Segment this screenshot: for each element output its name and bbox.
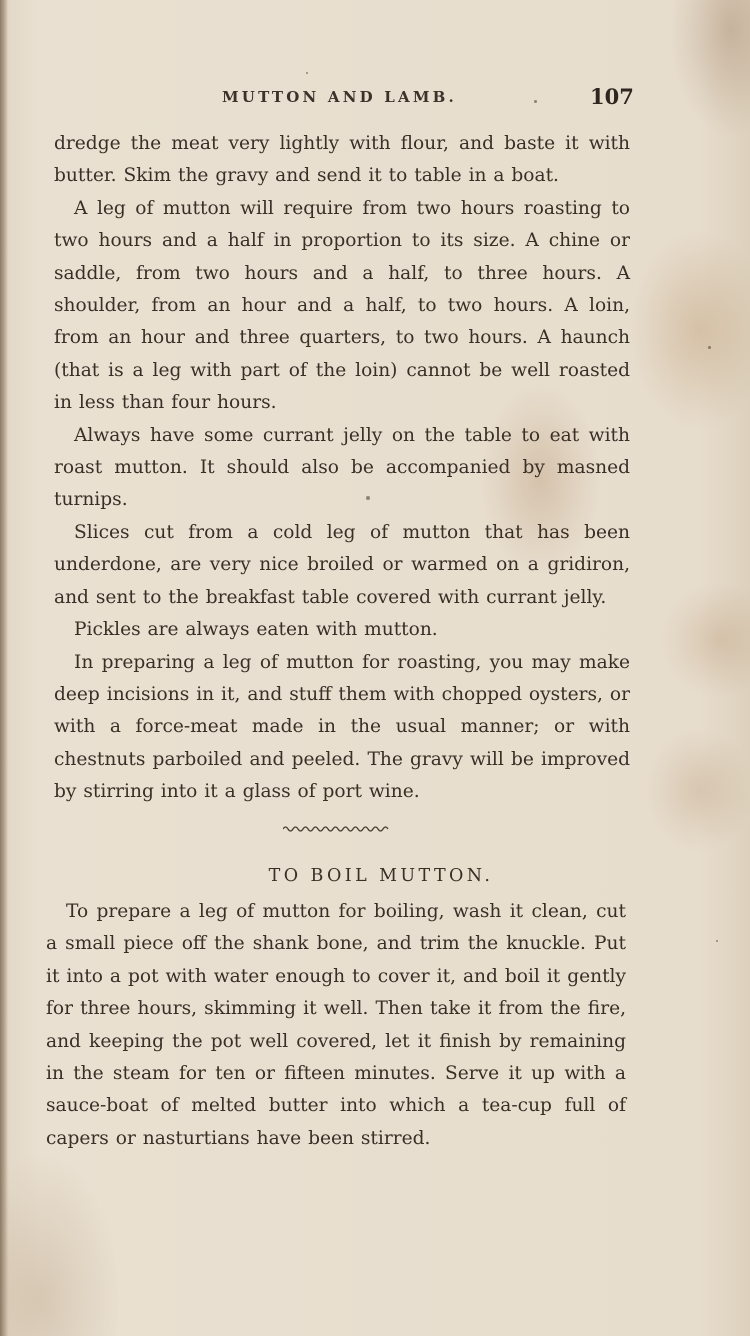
ink-speck [716, 940, 718, 942]
section-boil-mutton [46, 896, 626, 1155]
running-head: MUTTON AND LAMB. [222, 88, 457, 106]
paragraph-cold-slices: Slices cut from a cold leg of mutton that has been underdone, are very nice broiled or warmed on a gridiron, and sent to the breakfast table covered with currant jelly. [54, 521, 630, 608]
section-title: TO BOIL MUTTON. [268, 866, 494, 886]
ink-speck [306, 72, 308, 74]
paragraph-roasting-times: A leg of mutton will require from two hours roasting to two hours and a half in proportion to its size. A chine or saddle, from two hours and a half, to three hours. A shoulder, from an hour and a half, to two hours. A loin, from an hour and three quarters, to two hours. A haunch (that is a leg with part of the loin) cannot be well roasted in less than four hours. [54, 197, 630, 414]
section-title-wrap [0, 866, 750, 886]
paragraph-stuffing: In preparing a leg of mutton for roasting, you may make deep incisions in it, and stuff them with chopped oysters, or with a force-meat made in the usual manner; or with chestnuts parboiled and peeled. The gravy will be improved by stirring into it a glass of port wine. [54, 651, 630, 803]
paragraph-continued: dredge the meat very lightly with flour, and baste it with butter. Skim the gravy and send it to table in a boat. [54, 133, 630, 187]
ink-speck [366, 496, 370, 500]
page-header [0, 84, 750, 114]
paragraph-pickles: Pickles are always eaten with mutton. [74, 619, 438, 641]
main-text [54, 128, 630, 809]
page-number: 107 [590, 84, 634, 109]
page-spine-edge [0, 0, 8, 1336]
paragraph-currant-jelly: Always have some currant jelly on the table to eat with roast mutton. It should also be accompanied by masned turnips. [54, 424, 630, 511]
paragraph-boiling: To prepare a leg of mutton for boiling, wash it clean, cut a small piece off the shank bone, and trim the knuckle. Put it into a pot with water enough to cover it, and boil it gently for three hours, skimming it well. Then take it from the fire, and keeping the pot well covered, let it finish by remaining in the steam for ten or fifteen minutes. Serve it up with a sauce-boat of melted butter into which a tea-cup full of capers or nasturtians have been stirred. [46, 901, 626, 1149]
ink-speck [708, 346, 711, 349]
wavy-rule-ornament [283, 824, 389, 834]
ink-speck [534, 100, 537, 103]
